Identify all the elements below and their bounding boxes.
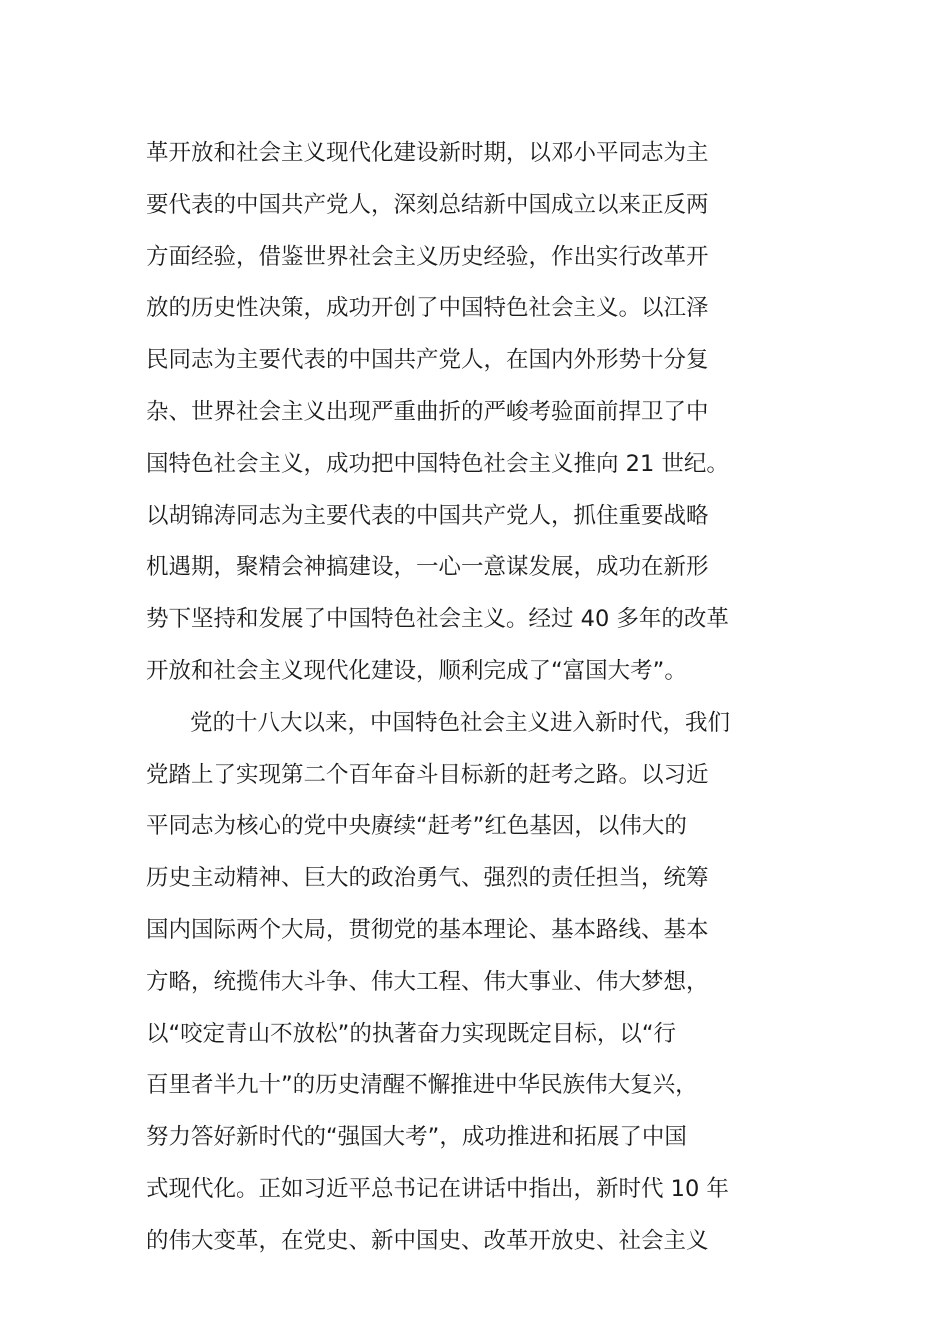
text-line: 方略，统揽伟大斗争、伟大工程、伟大事业、伟大梦想，: [146, 968, 709, 995]
text-line: 努力答好新时代的“强国大考”，成功推进和拓展了中国: [146, 1124, 687, 1151]
text-line: 机遇期，聚精会神搞建设，一心一意谋发展，成功在新形: [146, 554, 709, 581]
text-line: 以“咬定青山不放松”的执著奋力实现既定目标，以“行: [146, 1020, 676, 1047]
text-line: 国特色社会主义，成功把中国特色社会主义推向 21 世纪。: [146, 450, 729, 477]
text-line: 革开放和社会主义现代化建设新时期，以邓小平同志为主: [146, 140, 709, 166]
text-line: 势下坚持和发展了中国特色社会主义。经过 40 多年的改革: [146, 606, 729, 633]
text-line: 式现代化。正如习近平总书记在讲话中指出，新时代 10 年: [146, 1175, 729, 1202]
text-line: 杂、世界社会主义出现严重曲折的严峻考验面前捍卫了中: [146, 398, 709, 425]
body-text: [146, 128, 811, 1268]
text-line: 的伟大变革，在党史、新中国史、改革开放史、社会主义: [146, 1227, 709, 1254]
text-line: 放的历史性决策，成功开创了中国特色社会主义。以江泽: [146, 295, 709, 322]
text-line: 平同志为核心的党中央赓续“赶考”红色基因，以伟大的: [146, 813, 687, 840]
text-line: 要代表的中国共产党人，深刻总结新中国成立以来正反两: [146, 191, 709, 218]
text-line: 百里者半九十”的历史清醒不懈推进中华民族伟大复兴，: [146, 1072, 698, 1099]
text-line: 以胡锦涛同志为主要代表的中国共产党人，抓住重要战略: [146, 502, 709, 529]
text-line: 方面经验，借鉴世界社会主义历史经验，作出实行改革开: [146, 243, 709, 270]
text-line: 历史主动精神、巨大的政治勇气、强烈的责任担当，统筹: [146, 865, 709, 892]
text-line: 党踏上了实现第二个百年奋斗目标新的赶考之路。以习近: [146, 761, 709, 788]
text-line: 开放和社会主义现代化建设，顺利完成了“富国大考”。: [146, 657, 687, 684]
text-line: 国内国际两个大局，贯彻党的基本理论、基本路线、基本: [146, 916, 709, 943]
text-line: 民同志为主要代表的中国共产党人，在国内外形势十分复: [146, 347, 709, 374]
paragraph-start-line: 党的十八大以来，中国特色社会主义进入新时代，我们: [190, 709, 731, 736]
